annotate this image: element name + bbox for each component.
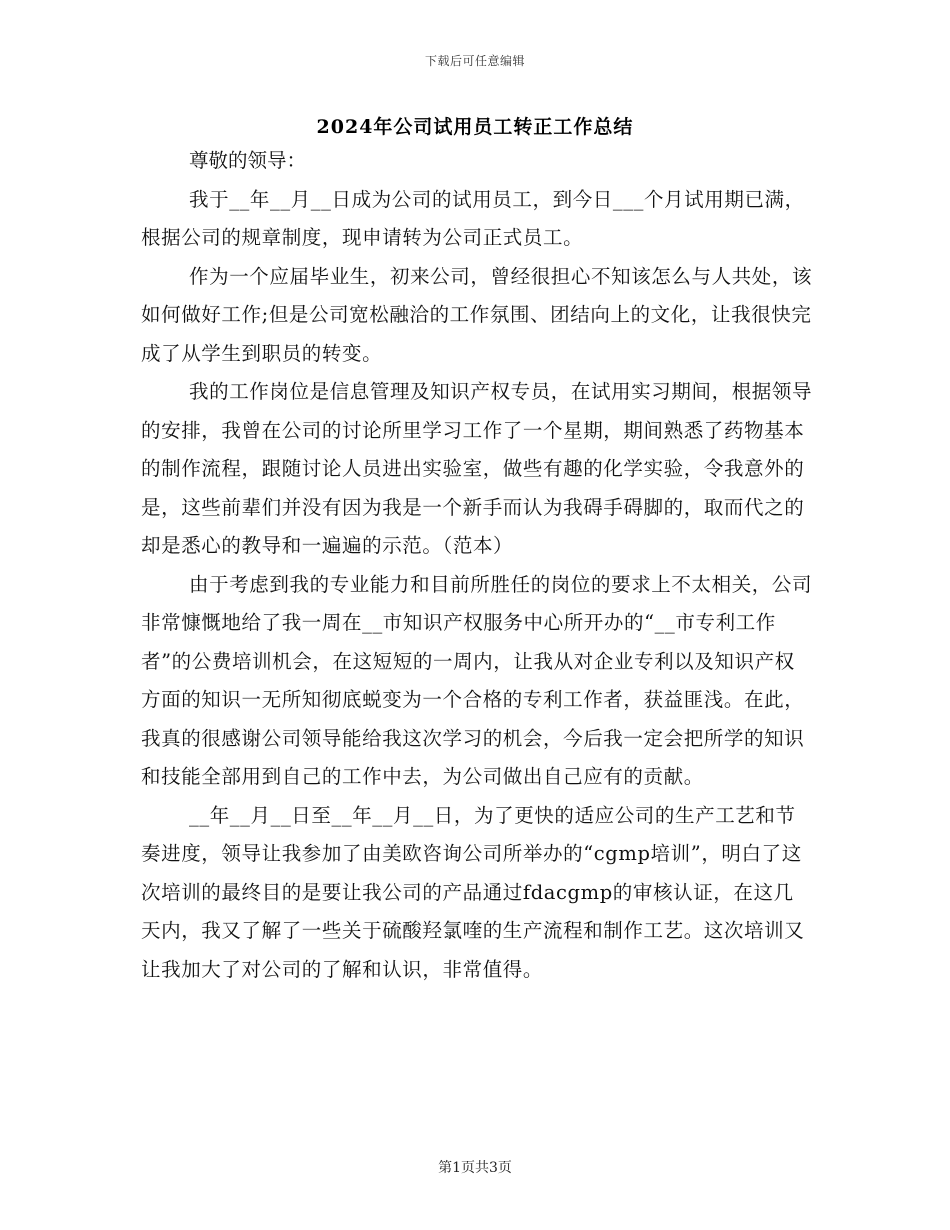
paragraph-patent-training: 由于考虑到我的专业能力和目前所胜任的岗位的要求上不太相关，公司非常慷慨地给了我一周在__市知识产权服务中心所开办的“__市专利工作者”的公费培训机会，在这短短的一周内，让我从对企业专利以及知识产权方面的知识一无所知彻底蜕变为一个合格的专利工作者，获益匪浅。在此，我真的很感谢公司领导能给我这次学习的机会，今后我一定会把所学的知识和技能全部用到自己的工作中去，为公司做出自己应有的贡献。 bbox=[141, 572, 813, 788]
greeting-line: 尊敬的领导： bbox=[189, 149, 307, 172]
document-body bbox=[141, 142, 813, 989]
paragraph-job-role: 我的工作岗位是信息管理及知识产权专员，在试用实习期间，根据领导的安排，我曾在公司的讨论所里学习工作了一个星期，期间熟悉了药物基本的制作流程，跟随讨论人员进出实验室，做些有趣的化学实验，令我意外的是，这些前辈们并没有因为我是一个新手而认为我碍手碍脚的，取而代之的却是悉心的教导和一遍遍的示范。（范本） bbox=[141, 380, 813, 557]
paragraph-cgmp-training: __年__月__日至__年__月__日，为了更快的适应公司的生产工艺和节奏进度，领导让我参加了由美欧咨询公司所举办的“cgmp培训”，明白了这次培训的最终目的是要让我公司的产品通过fdacgmp的审核认证，在这几天内，我又了解了一些关于硫酸羟氯喹的生产流程和制作工艺。这次培训又让我加大了对公司的了解和认识，非常值得。 bbox=[141, 803, 805, 981]
paragraph-adaptation: 作为一个应届毕业生，初来公司，曾经很担心不知该怎么与人共处，该如何做好工作;但是公司宽松融洽的工作氛围、团结向上的文化，让我很快完成了从学生到职员的转变。 bbox=[141, 264, 813, 365]
page-header: 下载后可任意编辑 bbox=[424, 54, 525, 68]
page-number: 第1页共3页 bbox=[438, 1160, 512, 1176]
document-title: 2024年公司试用员工转正工作总结 bbox=[316, 116, 634, 138]
paragraph-application: 我于__年__月__日成为公司的试用员工，到今日___个月试用期已满，根据公司的规章制度，现申请转为公司正式员工。 bbox=[141, 187, 805, 249]
